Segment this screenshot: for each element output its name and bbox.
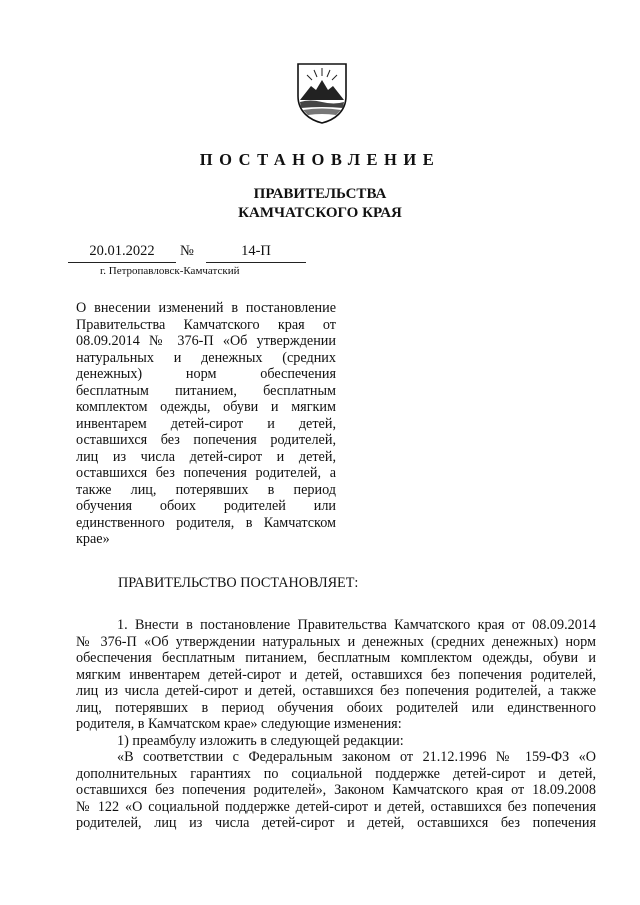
issuer-line-2: КАМЧАТСКОГО КРАЯ [238, 205, 402, 221]
title-line: оставшихся без попечения родителей, а [76, 465, 336, 481]
issuer-line-1: ПРАВИТЕЛЬСТВА [253, 186, 387, 202]
body-line: родителя, в Камчатском крае» следующие изменения: [76, 716, 402, 732]
title-line: крае» [76, 531, 110, 547]
title-line: обучения обоих родителей или [76, 498, 336, 514]
title-line: лиц из числа детей-сирот и детей, [76, 448, 336, 465]
title-line: О внесении изменений в постановление [76, 300, 336, 316]
body-line: дополнительных гарантиях по социальной поддержке детей-сирот и детей, [76, 765, 596, 782]
document-type: ПОСТАНОВЛЕНИЕ [199, 150, 441, 169]
title-line: бесплатным питанием, бесплатным [76, 382, 336, 399]
title-line: единственного родителя, в Камчатском [76, 514, 336, 531]
title-line: также лиц, потерявших в период [76, 481, 336, 498]
title-line: оставшихся без попечения родителей, [76, 432, 336, 448]
body-line: оставшихся без попечения родителей», Законом Камчатского края от 18.09.2008 [76, 782, 596, 798]
body-line: 1) преамбулу изложить в следующей редакции: [117, 732, 404, 749]
kamchatka-coat-of-arms-icon [296, 62, 348, 124]
document-date: 20.01.2022 [68, 243, 176, 263]
title-line: денежных) норм обеспечения [76, 366, 336, 382]
title-line: комплектом одежды, обуви и мягким [76, 399, 336, 415]
resolution-heading: ПРАВИТЕЛЬСТВО ПОСТАНОВЛЯЕТ: [118, 575, 359, 591]
body-line: № 376-П «Об утверждении натуральных и денежных (средних денежных) норм [76, 633, 596, 650]
body-line: мягким инвентарем детей-сирот и детей, оставшихся без попечения родителей, [76, 666, 596, 683]
number-sign: № [180, 243, 194, 259]
body-line: «В соответствии с Федеральным законом от 21.12.1996 № 159-ФЗ «О [117, 749, 596, 765]
body-line: обеспечения бесплатным питанием, бесплатным комплектом одежды, обуви и [76, 650, 596, 666]
title-line: 08.09.2014 № 376-П «Об утверждении [76, 333, 336, 349]
document-title [76, 300, 336, 548]
title-line: натуральных и денежных (средних [76, 349, 336, 366]
body-text [76, 617, 596, 832]
body-line: лиц, потерявших в период обучения обоих родителей или единственного [76, 699, 596, 716]
body-line: лиц из числа детей-сирот и детей, оставшихся без попечения родителей, а также [76, 683, 596, 699]
body-line: родителей, лиц из числа детей-сирот и детей, оставшихся без попечения [76, 815, 596, 831]
city-label: г. Петропавловск-Камчатский [100, 265, 240, 277]
body-line: 1. Внести в постановление Правительства Камчатского края от 08.09.2014 [117, 617, 596, 633]
body-line: № 122 «О социальной поддержке детей-сирот и детей, оставшихся без попечения [76, 798, 596, 815]
document-number: 14-П [206, 243, 306, 263]
title-line: инвентарем детей-сирот и детей, [76, 415, 336, 432]
title-line: Правительства Камчатского края от [76, 316, 336, 333]
